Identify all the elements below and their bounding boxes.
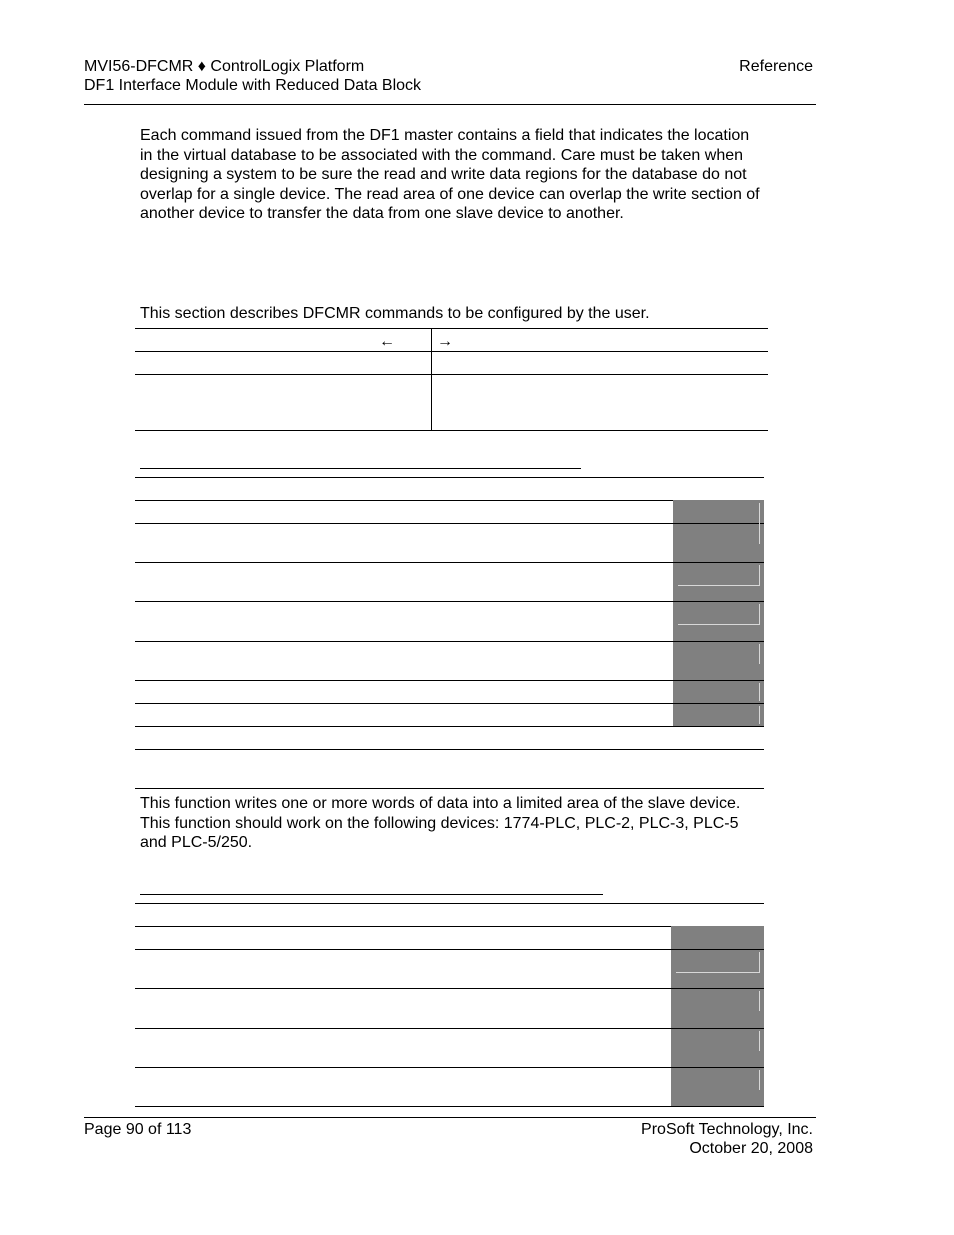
right-arrow-icon: → bbox=[437, 333, 453, 350]
function-description: This function writes one or more words of data into a limited area of the slave device. This function should work on the following devices: 1774-PLC, PLC-2, PLC-3, PLC-5 and PLC-5/250. bbox=[140, 795, 741, 852]
header-title-line1: MVI56-DFCMR ♦ ControlLogix Platform bbox=[84, 58, 365, 75]
page-number: Page 90 of 113 bbox=[84, 1121, 192, 1138]
table-caption-rule bbox=[140, 894, 603, 895]
footer-date: October 20, 2008 bbox=[689, 1140, 813, 1157]
header-section: Reference bbox=[739, 58, 813, 75]
left-arrow-icon: ← bbox=[379, 333, 395, 350]
footer-rule bbox=[84, 1117, 816, 1118]
table-caption-rule bbox=[140, 468, 581, 469]
header-title-line2: DF1 Interface Module with Reduced Data Block bbox=[84, 77, 422, 94]
section-description: This section describes DFCMR commands to be configured by the user. bbox=[140, 305, 650, 322]
header-rule bbox=[84, 104, 816, 105]
footer-company: ProSoft Technology, Inc. bbox=[641, 1121, 813, 1138]
intro-paragraph: Each command issued from the DF1 master contains a field that indicates the location in the virtual database to be associated with the command. Care must be taken when designing a system to be sure the read and write data regions for the database do not overlap for a single device. The read area of one device can overlap the write section of another device to transfer the data from one slave device to another. bbox=[140, 127, 760, 223]
